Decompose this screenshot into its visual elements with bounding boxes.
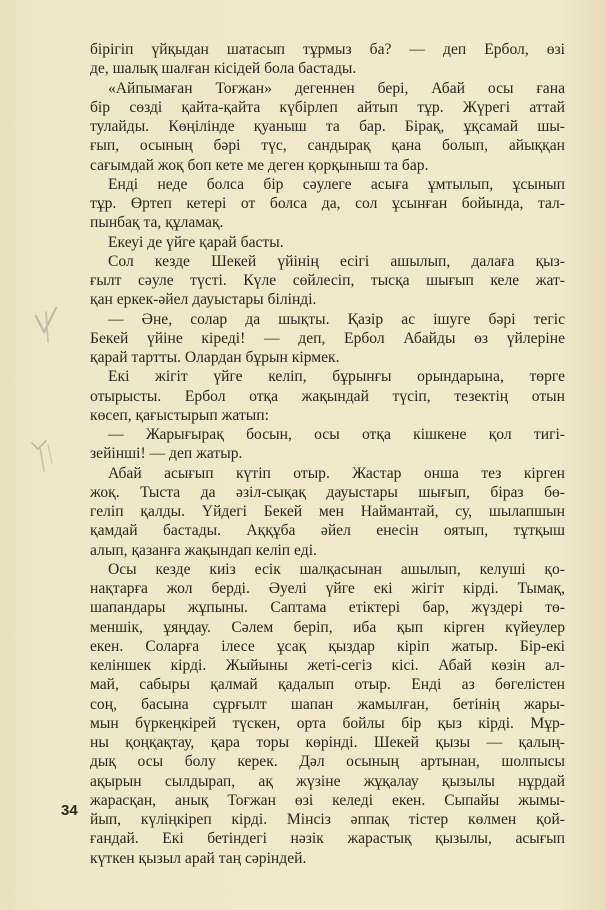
text-line: Екі жігіт үйге келіп, бұрынғы орындарына, төрге xyxy=(108,368,565,386)
text-line: — Жарығырақ босын, осы отқа кішкене қол тигі- xyxy=(108,426,565,443)
text-line: көсеп, қағыстырып жатып: xyxy=(90,406,269,424)
text-line: Абай асығып күтіп отыр. Жастар онша тез кірген xyxy=(108,464,565,482)
text-line: мын бүркеңкірей түскен, орта бойлы бір қыз кірді. Мұр- xyxy=(90,714,565,732)
text-line: зейінші! — деп жатыр. xyxy=(90,445,243,463)
text-line: Сол кезде Шекей үйінің есігі ашылып, далаға қыз- xyxy=(108,252,565,270)
page-number: 34 xyxy=(61,802,78,819)
text-line: шапандары жұпыны. Саптама етіктері бар, жүздері тө- xyxy=(90,599,565,617)
text-line: ны қоңқақтау, қара торы көрінді. Шекей қызы — қалың- xyxy=(90,734,565,751)
text-line: меншік, ұяңдау. Сәлем беріп, иба қып кірген күйеулер xyxy=(90,618,565,636)
text-line: геліп қалды. Үйдегі Бекей мен Наймантай, су, шылапшын xyxy=(90,503,565,520)
body-text xyxy=(90,40,565,868)
text-line: бірігіп үйқыдан шатасып тұрмыз ба? — деп Ербол, өзі xyxy=(90,41,565,58)
text-line: жоқ. Тыста да әзіл-сықақ дауыстары шығып, біраз бө- xyxy=(90,483,565,501)
text-line: Бекей үйіне кіреді! — деп, Ербол Абайды өз үйлеріне xyxy=(90,329,565,347)
text-line: йып, күлiңкiреп кірді. Мінсіз әппақ тістер көлмен қой- xyxy=(90,811,565,828)
text-line: нақтарға жол берді. Әуелі үйге екі жігіт кірді. Тымақ, xyxy=(90,580,565,597)
text-line: тұр. Өртеп кетері от болса да, сол ұсынған бойында, тал- xyxy=(90,195,565,212)
text-line: Енді неде болса бір сәулеге асыға ұмтылып, ұсынып xyxy=(108,175,565,193)
text-line: келіншек кірді. Жыйыны жеті-сегіз кісі. Абай көзін ал- xyxy=(90,657,565,674)
text-line: Екеуі де үйге қарай басты. xyxy=(108,233,284,251)
pencil-mark-icon xyxy=(32,302,66,346)
pencil-mark-icon xyxy=(30,433,64,473)
text-line: сағымдай жоқ боп кете ме деген қорқыныш та бар. xyxy=(90,156,429,174)
text-line: отырысты. Ербол отқа жақындай түсіп, тезектің отын xyxy=(90,387,565,405)
text-line: күткен қызыл арай таң сәріндей. xyxy=(90,849,307,867)
text-line: алып, қазанға жақындап келіп еді. xyxy=(90,541,317,559)
text-line: екен. Соларға ілесе ұсақ қыздар кіріп жатыр. Бір-екі xyxy=(90,637,565,655)
text-line: дық осы болу керек. Дәл осының артынан, шолпысы xyxy=(90,753,565,771)
text-line: ақырын сылдырап, ақ жүзіне жұқалау қызылы нұрдай xyxy=(90,772,565,790)
text-line: май, сабыры қалмай қадалып отыр. Енді аз бөгелістен xyxy=(90,676,565,694)
text-line: де, шалық шалған кісідей бола бастады. xyxy=(90,60,357,78)
text-line: қамдай бастады. Аққұба әйел енесін оятып, тұтқыш xyxy=(90,522,565,540)
text-line: бір сөзді қайта-қайта күбірлеп айтып тұр. Жүрегі аттай xyxy=(90,98,565,116)
text-line: қан еркек-әйел дауыстары білінді. xyxy=(90,291,317,309)
text-line: ғылт сәуле түсті. Күле сөйлесіп, тысқа шығып келе жат- xyxy=(90,272,565,289)
text-line: ғандай. Екі бетіндегі нәзік жарастық қызылы, асығып xyxy=(90,830,565,848)
text-line: соң, басына сұрғылт шапан жамылған, бетінің жары- xyxy=(90,695,565,713)
text-line: қарай тартты. Олардан бұрын кірмек. xyxy=(90,349,340,366)
text-line: тулайды. Көңілінде қуаныш та бар. Бірақ, ұқсамай шы- xyxy=(90,118,565,135)
text-line: Осы кезде киіз есік шалқасынан ашылып, келуші қо- xyxy=(108,560,565,578)
text-line: — Әне, солар да шықты. Қазір ас ішуге бәрі тегіс xyxy=(108,310,565,328)
text-line: «Айпымаған Тоғжан» дегеннен бері, Абай осы ғана xyxy=(108,79,565,97)
text-line: пынбақ та, құламақ. xyxy=(90,214,224,232)
text-line: ғып, осының бәрі түс, сандырақ қана болып, айыққан xyxy=(90,137,565,155)
text-line: жарасқан, анық Тоғжан өзі келеді екен. Сыпайы жымы- xyxy=(90,791,565,809)
